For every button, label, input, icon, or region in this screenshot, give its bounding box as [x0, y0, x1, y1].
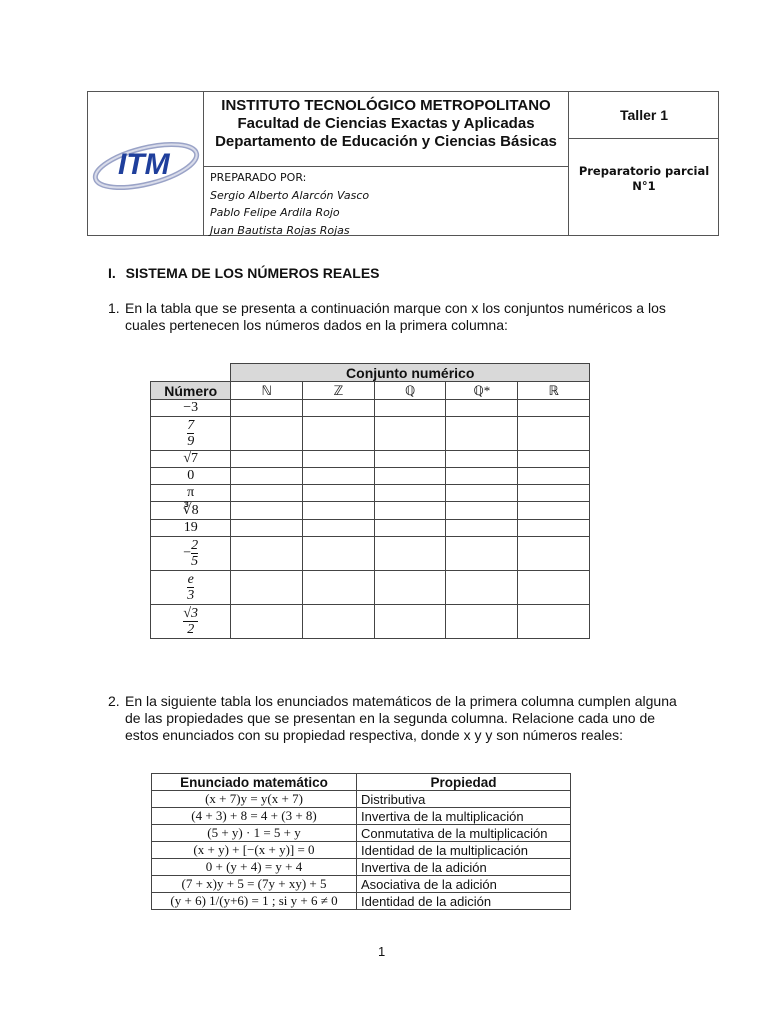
mark-cell[interactable]	[303, 468, 375, 485]
set-natural: ℕ	[231, 382, 303, 400]
mark-cell[interactable]	[303, 451, 375, 468]
mark-cell[interactable]	[231, 400, 303, 417]
mark-cell[interactable]	[374, 520, 446, 537]
fraction	[191, 538, 198, 569]
mark-cell[interactable]	[518, 537, 590, 571]
mark-cell[interactable]	[231, 485, 303, 502]
number-cell	[151, 417, 231, 451]
mark-cell[interactable]	[518, 571, 590, 605]
denominator: 3	[187, 588, 195, 603]
section-number: I.	[108, 265, 116, 281]
mark-cell[interactable]	[446, 485, 518, 502]
set-integer: ℤ	[303, 382, 375, 400]
mark-cell[interactable]	[446, 451, 518, 468]
mark-cell[interactable]	[303, 605, 375, 639]
number-sets-table	[150, 363, 590, 639]
mark-cell[interactable]	[374, 468, 446, 485]
number-column-header: Número	[151, 382, 231, 400]
number-cell: π	[151, 485, 231, 502]
section-title: SISTEMA DE LOS NÚMEROS REALES	[125, 265, 380, 281]
property-cell: Invertiva de la adición	[357, 859, 571, 876]
property-row	[152, 893, 571, 910]
question-1-number: 1.	[108, 300, 120, 316]
property-row	[152, 859, 571, 876]
property-row	[152, 876, 571, 893]
document-header	[87, 91, 719, 236]
mark-cell[interactable]	[446, 520, 518, 537]
mark-cell[interactable]	[446, 537, 518, 571]
statement-cell: (y + 6) 1/(y+6) = 1 ; si y + 6 ≠ 0	[152, 893, 357, 910]
mark-cell[interactable]	[303, 400, 375, 417]
question-2-number: 2.	[108, 693, 120, 709]
number-cell	[151, 571, 231, 605]
number-row	[151, 502, 590, 520]
author-1: Sergio Alberto Alarcón Vasco	[210, 188, 370, 202]
mark-cell[interactable]	[518, 468, 590, 485]
number-cell: −3	[151, 400, 231, 417]
minus-sign: −	[183, 545, 192, 561]
property-row	[152, 808, 571, 825]
statement-cell: (4 + 3) + 8 = 4 + (3 + 8)	[152, 808, 357, 825]
question-1-line-2: cuales pertenecen los números dados en la primera columna:	[125, 317, 508, 333]
fraction	[187, 418, 194, 449]
section-heading	[108, 265, 380, 282]
number-row	[151, 400, 590, 417]
numerator: e	[187, 572, 194, 587]
denominator: 5	[191, 554, 199, 569]
mark-cell[interactable]	[374, 451, 446, 468]
mark-cell[interactable]	[446, 400, 518, 417]
mark-cell[interactable]	[231, 417, 303, 451]
number-cell: √7	[151, 451, 231, 468]
statement-column-header: Enunciado matemático	[152, 774, 357, 791]
title-line-1: INSTITUTO TECNOLÓGICO METROPOLITANO	[221, 97, 551, 114]
property-row	[152, 842, 571, 859]
mark-cell[interactable]	[303, 502, 375, 520]
mark-cell[interactable]	[446, 571, 518, 605]
mark-cell[interactable]	[231, 605, 303, 639]
question-2-line-1: En la siguiente tabla los enunciados matemáticos de la primera columna cumplen alguna	[125, 693, 677, 709]
mark-cell[interactable]	[303, 417, 375, 451]
mark-cell[interactable]	[374, 485, 446, 502]
workshop-label: Taller 1	[569, 92, 719, 139]
properties-body	[152, 791, 571, 910]
mark-cell[interactable]	[303, 571, 375, 605]
number-row	[151, 537, 590, 571]
prepared-label: PREPARADO POR:	[210, 171, 307, 184]
title-line-2: Facultad de Ciencias Exactas y Aplicadas	[237, 115, 535, 132]
mark-cell[interactable]	[231, 571, 303, 605]
mark-cell[interactable]	[374, 605, 446, 639]
mark-cell[interactable]	[446, 605, 518, 639]
group-header: Conjunto numérico	[231, 364, 590, 382]
exam-line-2: N°1	[632, 179, 656, 193]
mark-cell[interactable]	[518, 520, 590, 537]
mark-cell[interactable]	[374, 537, 446, 571]
mark-cell[interactable]	[518, 485, 590, 502]
author-3: Juan Bautista Rojas Rojas	[210, 223, 350, 237]
number-row	[151, 571, 590, 605]
mark-cell[interactable]	[518, 417, 590, 451]
mark-cell[interactable]	[446, 468, 518, 485]
mark-cell[interactable]	[518, 502, 590, 520]
statement-cell: (x + 7)y = y(x + 7)	[152, 791, 357, 808]
exam-label	[569, 139, 719, 235]
number-row	[151, 485, 590, 502]
itm-logo	[88, 92, 204, 235]
number-cell	[151, 605, 231, 639]
mark-cell[interactable]	[518, 451, 590, 468]
property-cell: Asociativa de la adición	[357, 876, 571, 893]
page-number: 1	[378, 944, 386, 959]
fraction	[183, 606, 198, 637]
number-row	[151, 520, 590, 537]
mark-cell[interactable]	[518, 400, 590, 417]
property-row	[152, 825, 571, 842]
number-cell: 19	[151, 520, 231, 537]
prepared-by	[204, 167, 569, 235]
numerator: 2	[191, 538, 199, 553]
number-cell: ∛8	[151, 502, 231, 520]
mark-cell[interactable]	[518, 605, 590, 639]
denominator: 2	[187, 622, 195, 637]
denominator: 9	[187, 434, 195, 449]
properties-table	[151, 773, 571, 910]
set-irrational: ℚ*	[446, 382, 518, 400]
logo-cell	[88, 92, 204, 235]
number-row	[151, 451, 590, 468]
property-cell: Conmutativa de la multiplicación	[357, 825, 571, 842]
numerator: √3	[183, 606, 199, 621]
mark-cell[interactable]	[231, 520, 303, 537]
mark-cell[interactable]	[374, 502, 446, 520]
numerator: 7	[187, 418, 195, 433]
number-row	[151, 468, 590, 485]
mark-cell[interactable]	[446, 502, 518, 520]
question-1-text	[125, 300, 685, 334]
statement-cell: (5 + y) · 1 = 5 + y	[152, 825, 357, 842]
mark-cell[interactable]	[446, 417, 518, 451]
mark-cell[interactable]	[231, 502, 303, 520]
mark-cell[interactable]	[303, 520, 375, 537]
number-row	[151, 605, 590, 639]
logo-text: ITM	[118, 148, 170, 181]
institution-title	[204, 92, 569, 167]
mark-cell[interactable]	[374, 571, 446, 605]
mark-cell[interactable]	[231, 468, 303, 485]
question-2-line-2: de las propiedades que se presentan en la segunda columna. Relacione cada uno de	[125, 710, 656, 726]
mark-cell[interactable]	[303, 485, 375, 502]
number-cell: 0	[151, 468, 231, 485]
question-1-line-1: En la tabla que se presenta a continuación marque con x los conjuntos numéricos a los	[125, 300, 666, 316]
mark-cell[interactable]	[231, 451, 303, 468]
mark-cell[interactable]	[303, 537, 375, 571]
title-line-3: Departamento de Educación y Ciencias Básicas	[215, 133, 557, 150]
property-cell: Identidad de la adición	[357, 893, 571, 910]
property-cell: Identidad de la multiplicación	[357, 842, 571, 859]
number-sets-body	[151, 400, 590, 639]
statement-cell: (7 + x)y + 5 = (7y + xy) + 5	[152, 876, 357, 893]
number-cell	[151, 537, 231, 571]
question-2-text	[125, 693, 705, 744]
number-row	[151, 417, 590, 451]
set-rational: ℚ	[374, 382, 446, 400]
exam-line-1: Preparatorio parcial	[578, 164, 710, 178]
mark-cell[interactable]	[374, 400, 446, 417]
mark-cell[interactable]	[231, 537, 303, 571]
question-2-line-3: estos enunciados con su propiedad respectiva, donde x y y son números reales:	[125, 727, 624, 743]
statement-cell: 0 + (y + 4) = y + 4	[152, 859, 357, 876]
corner-cell	[151, 364, 231, 382]
fraction	[187, 572, 194, 603]
set-real: ℝ	[518, 382, 590, 400]
statement-cell: (x + y) + [−(x + y)] = 0	[152, 842, 357, 859]
author-2: Pablo Felipe Ardila Rojo	[210, 206, 340, 219]
property-cell: Invertiva de la multiplicación	[357, 808, 571, 825]
property-cell: Distributiva	[357, 791, 571, 808]
property-row	[152, 791, 571, 808]
property-column-header: Propiedad	[357, 774, 571, 791]
mark-cell[interactable]	[374, 417, 446, 451]
